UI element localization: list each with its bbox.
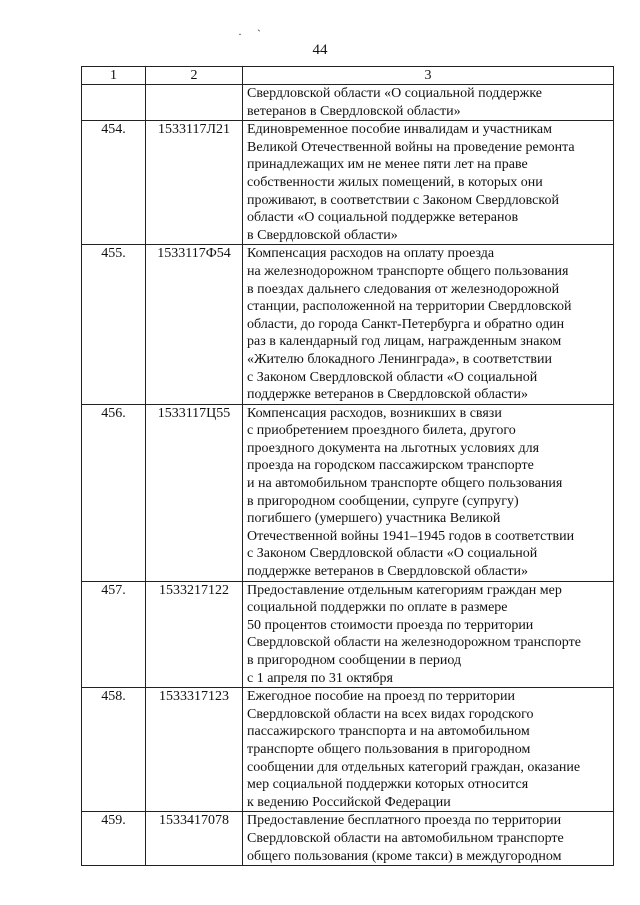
table-row xyxy=(82,121,614,245)
row-number: 458. xyxy=(82,688,146,812)
description-line: области, до города Санкт-Петербурга и обратно один xyxy=(247,316,565,332)
description-line: к ведению Российской Федерации xyxy=(247,794,451,810)
description-line: ветеранов в Свердловской области» xyxy=(247,103,461,119)
row-number: 456. xyxy=(82,404,146,581)
scan-mark: · ` xyxy=(238,27,267,41)
budget-code: 1533117Ф54 xyxy=(146,245,243,404)
budget-code: 1533317123 xyxy=(146,688,243,812)
table-row xyxy=(82,581,614,688)
description-line: Свердловской области на автомобильном транспорте xyxy=(247,830,564,846)
description-line: области «О социальной поддержке ветеранов xyxy=(247,210,519,226)
description-line: в Свердловской области» xyxy=(247,227,398,243)
table-row xyxy=(82,245,614,404)
description-line: с Законом Свердловской области «О социальной xyxy=(247,546,538,562)
description-line: Отечественной войны 1941–1945 годов в соответствии xyxy=(247,528,575,544)
description-line: собственности жилых помещений, в которых они xyxy=(247,174,543,190)
budget-code xyxy=(146,85,243,121)
row-description xyxy=(243,688,614,812)
description-line: сообщении для отдельных категорий граждан, оказание xyxy=(247,759,581,775)
description-line: Единовременное пособие инвалидам и участникам xyxy=(247,122,552,138)
description-line: Свердловской области на железнодорожном транспорте xyxy=(247,635,581,651)
column-header-1: 1 xyxy=(82,67,146,85)
description-line: проездного документа на льготных условиях для xyxy=(247,440,540,456)
description-line: проезда на городском пассажирском транспорте xyxy=(247,458,534,474)
description-line: Компенсация расходов на оплату проезда xyxy=(247,246,495,262)
description-line: в пригородном сообщении в период xyxy=(247,653,462,668)
description-line: транспорте общего пользования в пригородном xyxy=(247,741,531,757)
table-row xyxy=(82,404,614,581)
row-description xyxy=(243,812,614,866)
description-line: проживают, в соответствии с Законом Свердловской xyxy=(247,192,559,208)
row-number: 455. xyxy=(82,245,146,404)
budget-code: 1533417078 xyxy=(146,812,243,866)
row-description xyxy=(243,404,614,581)
row-description xyxy=(243,581,614,688)
column-header-3: 3 xyxy=(243,67,614,85)
table-body xyxy=(82,85,614,866)
table-row xyxy=(82,812,614,866)
description-line: раз в календарный год лицам, награжденным знаком xyxy=(247,334,562,350)
row-number: 459. xyxy=(82,812,146,866)
description-line: станции, расположенной на территории Свердловской xyxy=(247,299,572,315)
table-row xyxy=(82,688,614,812)
description-line: Свердловской области на всех видах городского xyxy=(247,706,534,722)
row-number: 457. xyxy=(82,581,146,688)
description-line: общего пользования (кроме такси) в междугородном xyxy=(247,848,562,864)
header-row xyxy=(82,67,614,85)
description-line: Предоставление бесплатного проезда по территории xyxy=(247,813,562,829)
row-description xyxy=(243,245,614,404)
description-line: погибшего (умершего) участника Великой xyxy=(247,511,501,527)
row-description xyxy=(243,85,614,121)
table-header xyxy=(82,67,614,85)
description-line: поддержке ветеранов в Свердловской области» xyxy=(247,387,529,403)
row-number xyxy=(82,85,146,121)
description-line: на железнодорожном транспорте общего пользования xyxy=(247,263,569,279)
budget-code: 1533217122 xyxy=(146,581,243,688)
column-header-2: 2 xyxy=(146,67,243,85)
table-row xyxy=(82,85,614,121)
row-description xyxy=(243,121,614,245)
page-number: 44 xyxy=(312,42,328,58)
description-line: в пригородном сообщении, супруге (супругу) xyxy=(247,493,519,509)
description-line: 50 процентов стоимости проезда по территории xyxy=(247,617,534,633)
budget-code: 1533117Ц55 xyxy=(146,404,243,581)
description-line: социальной поддержки по оплате в размере xyxy=(247,600,508,616)
description-line: с приобретением проездного билета, другого xyxy=(247,423,516,439)
description-line: пассажирского транспорта и на автомобильном xyxy=(247,724,530,740)
description-line: Предоставление отдельным категориям граждан мер xyxy=(247,582,562,598)
description-line: мер социальной поддержки которых относится xyxy=(247,777,529,793)
description-line: в поездах дальнего следования от железнодорожной xyxy=(247,281,560,297)
budget-code: 1533117Л21 xyxy=(146,121,243,245)
description-line: Ежегодное пособие на проезд по территории xyxy=(247,689,516,705)
description-line: «Жителю блокадного Ленинграда», в соответствии xyxy=(247,351,552,367)
description-line: принадлежащих им не менее пяти лет на праве xyxy=(247,157,528,173)
description-line: с 1 апреля по 31 октября xyxy=(247,670,393,686)
row-number: 454. xyxy=(82,121,146,245)
description-line: Компенсация расходов, возникших в связи xyxy=(247,405,502,421)
description-line: Свердловской области «О социальной поддержке xyxy=(247,86,543,101)
description-line: с Законом Свердловской области «О социальной xyxy=(247,369,538,385)
description-line: Великой Отечественной войны на проведение ремонта xyxy=(247,139,575,155)
registry-table xyxy=(81,66,614,866)
description-line: поддержке ветеранов в Свердловской области» xyxy=(247,564,529,580)
description-line: и на автомобильном транспорте общего пользования xyxy=(247,476,563,492)
